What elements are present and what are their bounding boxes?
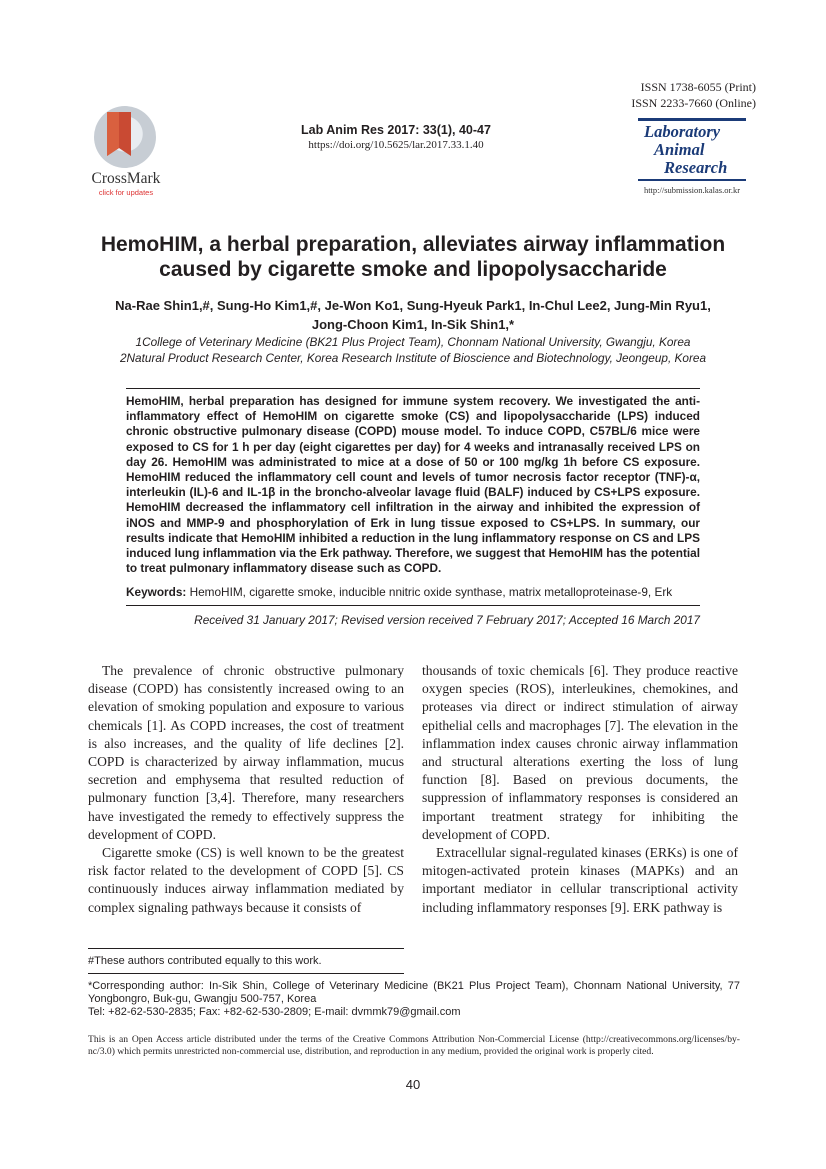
footnote-equal-contribution: #These authors contributed equally to this work. [88,955,322,967]
abstract-rule-top [126,388,700,389]
corresponding-author: *Corresponding author: In-Sik Shin, College of Veterinary Medicine (BK21 Plus Project Team), Chonnam National University, 77 Yongbongro, Buk-gu, Gwangju 500-757, Korea [88,980,740,1006]
journal-citation: Lab Anim Res 2017: 33(1), 40-47 [301,123,491,137]
affiliation-1: 1College of Veterinary Medicine (BK21 Plus Project Team), Chonnam National University, Gwangju, Korea [135,335,691,349]
logo-line-3: Research [664,158,728,177]
journal-doi-link[interactable]: https://doi.org/10.5625/lar.2017.33.1.40 [308,139,484,151]
corresponding-contact: Tel: +82-62-530-2835; Fax: +82-62-530-2809; E-mail: dvmmk79@gmail.com [88,1006,461,1019]
body-paragraph: Extracellular signal-regulated kinases (ERKs) is one of mitogen-activated protein kinases (MAPKs) and an important mediator in cellular transcriptional activity including inflammatory responses [9]. ERK pathway is [422,845,738,915]
footnote-corresponding [88,980,740,1020]
body-paragraph: The prevalence of chronic obstructive pulmonary disease (COPD) has consistently increased owing to an elevation of smoking population and exposure to various chemicals [1]. As COPD increases, the cost of treatment is also increases, and the quality of life declines [2]. COPD is characterized by airway inflammation, mucus secretion and emphysema that resulted reduction of pulmonary function [3,4]. Therefore, many researchers have investigated the remedy to effectively suppress the development of COPD. [88,663,404,842]
body-column-right [422,662,738,917]
logo-line-2: Animal [654,140,705,159]
body-paragraph: thousands of toxic chemicals [6]. They produce reactive oxygen species (ROS), interleukines, chemokines, and proteases via direct or indirect stimulation of airway epithelial cells and macrophages [7]. The elevation in the inflammation index causes chronic airway inflammation and structural alterations exerting the loss of lung function [8]. Based on previous documents, the suppression of inflammatory responses is considered an important treatment strategy for inhibiting the development of COPD. [422,663,738,842]
abstract-rule-bottom [126,605,700,606]
affiliation-2: 2Natural Product Research Center, Korea Research Institute of Bioscience and Biotechnology, Jeongeup, Korea [119,351,707,365]
logo-rule [638,118,746,121]
keywords [126,585,700,600]
body-paragraph: Cigarette smoke (CS) is well known to be the greatest risk factor related to the development of COPD [5]. CS continuously induces airway inflammation mediated by complex signaling pathways because it consists of [88,845,404,915]
abstract: HemoHIM, herbal preparation has designed for immune system recovery. We investigated the anti-inflammatory effect of HemoHIM on cigarette smoke (CS) and lipopolysaccharide (LPS) induced chronic obstructive pulmonary disease (COPD) mouse model. To induce COPD, C57BL/6 mice were exposed to CS for 1 h per day (eight cigarettes per day) for 4 weeks and intranasally received LPS on day 26. HemoHIM was administrated to mice at a dose of 50 or 100 mg/kg 1h before CS exposure. HemoHIM reduced the inflammatory cell count and levels of tumor necrosis factor receptor (TNF)-α, interleukin (IL)-6 and IL-1β in the broncho-alveolar lavage fluid (BALF) induced by CS+LPS exposure. HemoHIM decreased the inflammatory cell infiltration in the airway and inhibited the expression of iNOS and MMP-9 and phosphorylation of Erk in lung tissue exposed to CS+LPS. In summary, our results indicate that HemoHIM inhibited a reduction in the lung inflammatory response on CS and LPS induced lung inflammation via the Erk pathway. Therefore, we suggest that HemoHIM has the potential to treat pulmonary inflammatory disease such as COPD. [126,394,700,576]
logo-rule [638,179,746,181]
crossmark-ribbon-icon [105,106,133,164]
footnote-rule [88,948,404,949]
logo-line-1: Laboratory [644,122,721,141]
keywords-label: Keywords: [126,585,187,599]
footnote-rule [88,973,404,974]
page-number: 40 [405,1077,421,1092]
issn-online: ISSN 2233-7660 (Online) [631,96,756,110]
crossmark-badge[interactable] [88,106,164,198]
received-dates: Received 31 January 2017; Revised version received 7 February 2017; Accepted 16 March 2017 [194,613,700,627]
crossmark-label: CrossMark [91,170,161,187]
crossmark-sublabel[interactable]: click for updates [98,188,154,197]
open-access-notice: This is an Open Access article distributed under the terms of the Creative Commons Attribution Non-Commercial License (http://creativecommons.org/licenses/by-nc/3.0) which permits unrestricted non-commercial use, distribution, and reproduction in any medium, provided the original work is properly cited. [88,1034,740,1058]
affiliations [96,334,730,366]
body-column-left [88,662,404,917]
issn-print: ISSN 1738-6055 (Print) [640,80,756,94]
keywords-text: HemoHIM, cigarette smoke, inducible nnitric oxide synthase, matrix metalloproteinase-9, Erk [189,585,673,599]
article-title: HemoHIM, a herbal preparation, alleviates airway inflammation caused by cigarette smoke and lipopolysaccharide [100,233,726,281]
author-list: Na-Rae Shin1,#, Sung-Ho Kim1,#, Je-Won Ko1, Sung-Hyeuk Park1, In-Chul Lee2, Jung-Min Ryu1, Jong-Choon Kim1, In-Sik Shin1,* [115,298,711,332]
journal-url-link[interactable]: http://submission.kalas.or.kr [643,185,741,195]
